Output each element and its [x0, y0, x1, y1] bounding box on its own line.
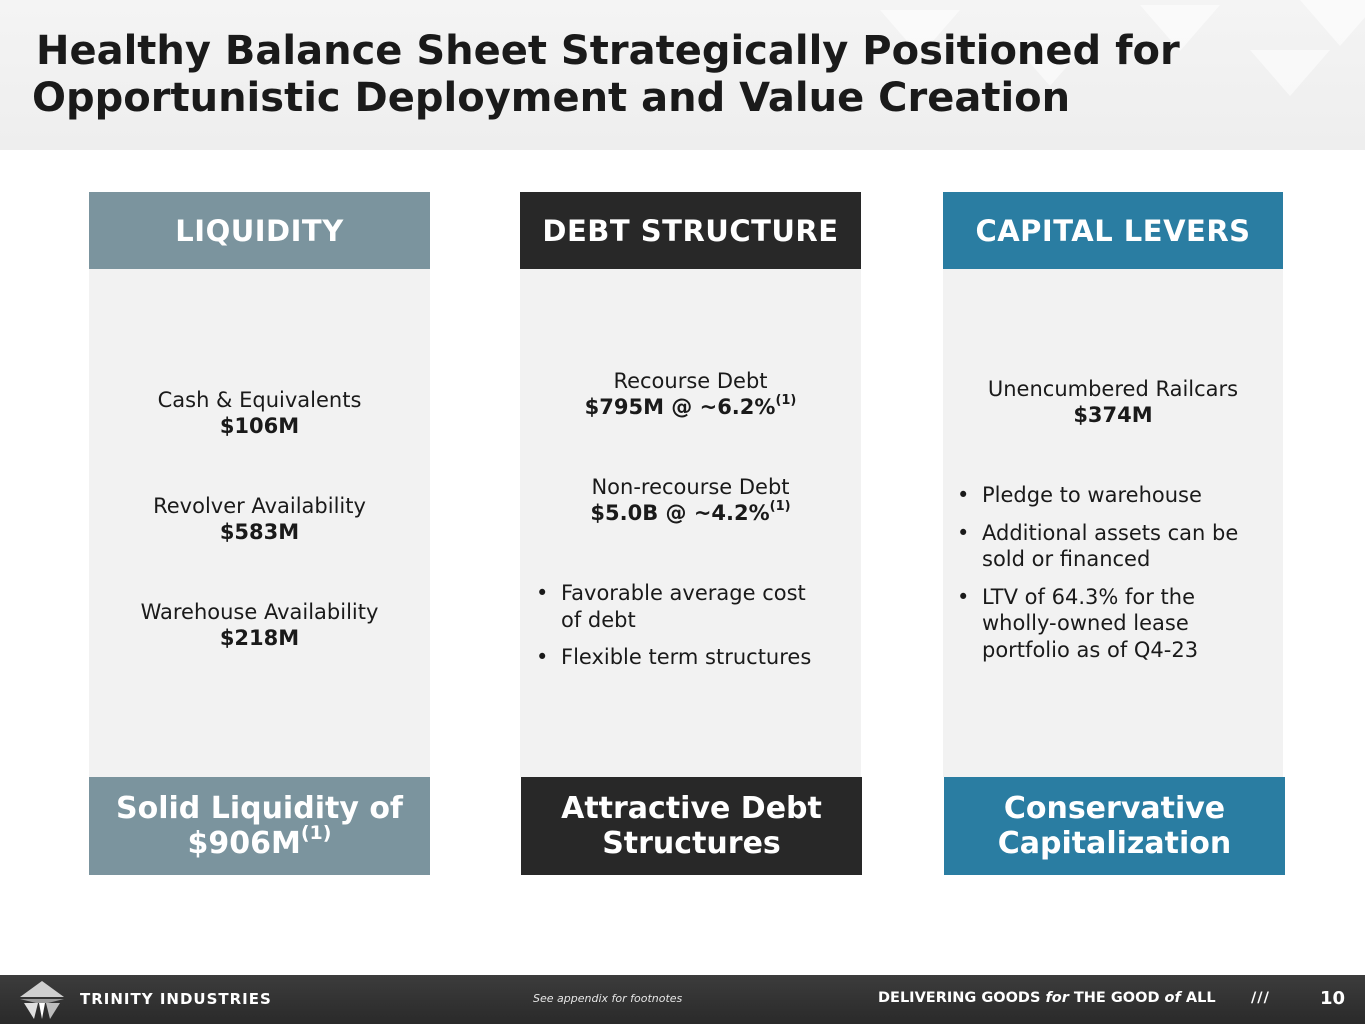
bullet-icon: •	[957, 520, 970, 545]
cash-stat	[89, 387, 430, 439]
bullet-text: LTV of 64.3% for the	[982, 584, 1195, 609]
tagline	[878, 990, 1216, 1006]
capital-bullet-list	[955, 482, 1280, 674]
bullet-text: Flexible term structures	[561, 645, 812, 669]
debt-summary	[521, 777, 862, 875]
liquidity-heading: LIQUIDITY	[89, 192, 430, 269]
debt-heading: DEBT STRUCTURE	[520, 192, 861, 269]
liquidity-summary	[89, 777, 430, 875]
cash-value: $106M	[219, 414, 300, 438]
bullet-icon: •	[957, 483, 970, 507]
list-item	[955, 584, 1280, 664]
capital-panel	[943, 269, 1283, 777]
list-item	[534, 644, 854, 671]
tagline-part: THE GOOD	[1068, 990, 1165, 1006]
debt-summary-line-2: Structures	[602, 826, 781, 861]
unencumbered-railcars-stat	[943, 376, 1283, 428]
footer-bar	[0, 975, 1365, 1024]
warehouse-value: $218M	[219, 626, 300, 650]
warehouse-stat	[89, 599, 430, 651]
nonrecourse-debt-stat	[520, 474, 861, 526]
unencumbered-railcars-label: Unencumbered Railcars	[987, 377, 1239, 401]
nonrecourse-debt-value: $5.0B @ ~4.2%	[590, 501, 770, 525]
nonrecourse-debt-label: Non-recourse Debt	[591, 475, 790, 499]
capital-summary-line-1: Conservative	[1003, 791, 1226, 826]
bullet-text: of debt	[561, 607, 636, 632]
bullet-text: Pledge to warehouse	[982, 483, 1202, 507]
recourse-debt-stat	[520, 368, 861, 420]
debt-bullet-list	[534, 580, 854, 682]
debt-panel	[520, 269, 861, 777]
page-title	[32, 28, 1312, 122]
recourse-debt-value: $795M @ ~6.2%	[584, 395, 776, 419]
decorative-slashes: ///	[1251, 990, 1270, 1006]
tagline-part: of	[1164, 990, 1181, 1006]
list-item	[955, 482, 1280, 509]
bullet-text: sold or financed	[982, 547, 1151, 571]
revolver-value: $583M	[219, 520, 300, 544]
trinity-logo-icon	[14, 979, 70, 1021]
footnote-marker: (1)	[769, 499, 791, 514]
recourse-debt-label: Recourse Debt	[613, 369, 768, 393]
footnote-marker: (1)	[300, 822, 332, 844]
footnote-note: See appendix for footnotes	[533, 992, 683, 1005]
bullet-icon: •	[536, 581, 549, 605]
capital-summary-line-2: Capitalization	[997, 826, 1232, 861]
page-title-line-2: Opportunistic Deployment and Value Creation	[32, 75, 1071, 121]
revolver-label: Revolver Availability	[153, 494, 366, 518]
liquidity-panel	[89, 269, 430, 777]
bullet-icon: •	[957, 584, 970, 609]
brand-name: TRINITY INDUSTRIES	[80, 990, 272, 1008]
debt-summary-line-1: Attractive Debt	[561, 791, 822, 826]
liquidity-summary-line-2: $906M	[187, 826, 301, 861]
tagline-part: ALL	[1180, 990, 1216, 1006]
tagline-part: DELIVERING GOODS	[878, 990, 1046, 1006]
bullet-text: Favorable average cost	[561, 581, 806, 605]
bullet-text: wholly-owned lease	[982, 611, 1189, 635]
bullet-text: Additional assets can be	[982, 520, 1239, 545]
warehouse-label: Warehouse Availability	[140, 600, 379, 624]
capital-heading: CAPITAL LEVERS	[943, 192, 1283, 269]
unencumbered-railcars-value: $374M	[1073, 403, 1153, 427]
page-number: 10	[1320, 988, 1346, 1009]
liquidity-summary-line-1: Solid Liquidity of	[116, 791, 403, 826]
revolver-stat	[89, 493, 430, 545]
cash-label: Cash & Equivalents	[157, 388, 362, 412]
list-item	[534, 580, 854, 633]
bullet-text: portfolio as of Q4-23	[982, 637, 1199, 662]
list-item	[955, 520, 1280, 573]
page-title-line-1: Healthy Balance Sheet Strategically Positioned for	[36, 28, 1180, 74]
footnote-marker: (1)	[775, 393, 797, 408]
capital-summary	[944, 777, 1285, 875]
tagline-part: for	[1045, 990, 1069, 1006]
bullet-icon: •	[536, 645, 549, 669]
